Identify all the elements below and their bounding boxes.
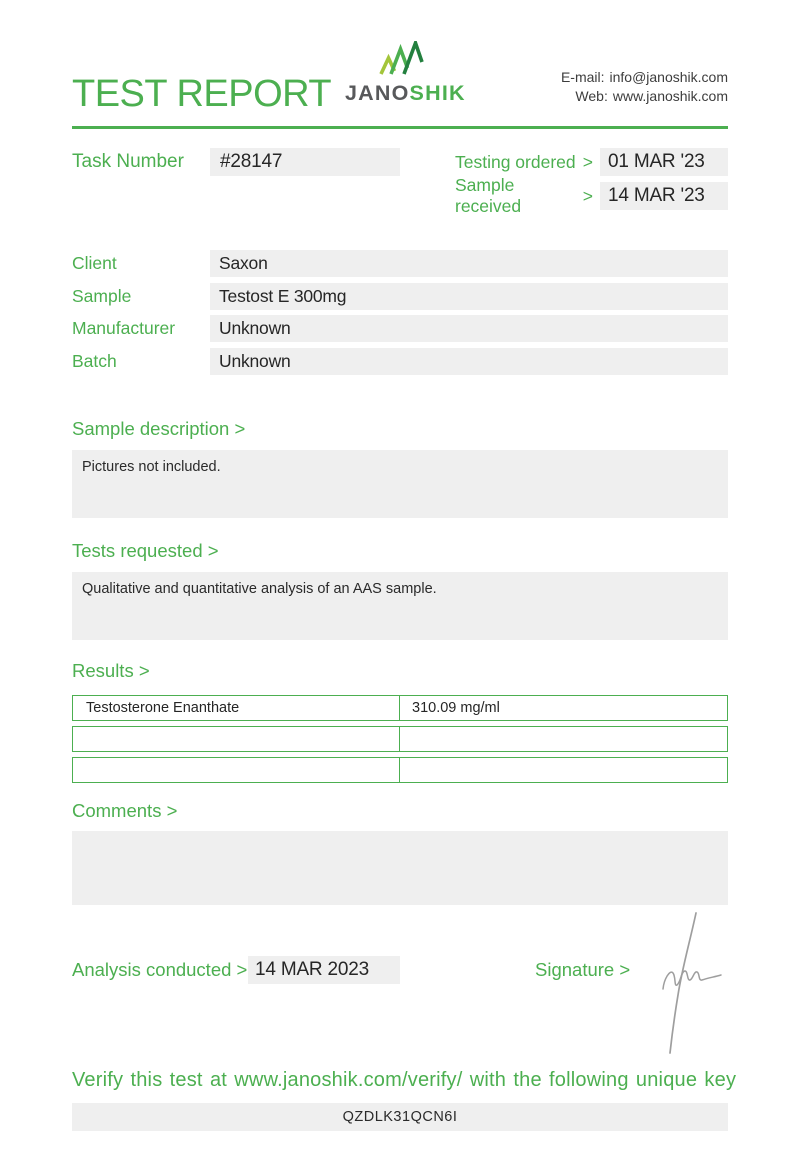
client-value: Saxon xyxy=(210,250,728,277)
header-divider xyxy=(72,126,728,129)
email-label: E-mail: xyxy=(560,69,605,85)
analysis-conducted-value: 14 MAR 2023 xyxy=(248,956,400,984)
task-number-value: #28147 xyxy=(210,148,400,176)
sample-description-heading: Sample description > xyxy=(72,418,246,439)
result-substance: Testosterone Enanthate xyxy=(73,696,400,720)
logo-text-green: SHIK xyxy=(409,81,466,105)
contact-web-line xyxy=(561,87,728,106)
comments-heading: Comments > xyxy=(72,800,178,821)
result-row xyxy=(72,695,728,721)
sample-received-arrow: > xyxy=(582,185,593,206)
sample-received-label xyxy=(455,175,593,216)
handwritten-signature xyxy=(630,903,750,1073)
logo-text-dark: JANO xyxy=(345,81,410,105)
tests-requested-heading: Tests requested > xyxy=(72,540,219,561)
sample-label: Sample xyxy=(72,286,132,306)
rising-peaks-chart-icon xyxy=(377,41,429,77)
result-concentration xyxy=(400,758,727,782)
contact-email-line xyxy=(561,68,728,87)
task-number-label: Task Number xyxy=(72,151,184,172)
sample-received-value: 14 MAR '23 xyxy=(600,182,728,210)
result-concentration: 310.09 mg/ml xyxy=(412,700,500,716)
tests-requested-box: Qualitative and quantitative analysis of an AAS sample. xyxy=(72,572,728,640)
verify-instruction: Verify this test at www.janoshik.com/verify/ with the following unique key xyxy=(72,1069,737,1091)
manufacturer-label: Manufacturer xyxy=(72,318,176,338)
batch-value: Unknown xyxy=(210,348,728,375)
unique-key: QZDLK31QCN6I xyxy=(72,1103,728,1131)
web-value: www.janoshik.com xyxy=(612,88,728,104)
web-label: Web: xyxy=(575,88,608,104)
janoshik-logo xyxy=(345,41,466,106)
comments-box xyxy=(72,831,728,905)
testing-ordered-text: Testing ordered xyxy=(455,151,576,172)
sample-value: Testost E 300mg xyxy=(210,283,728,310)
testing-ordered-arrow: > xyxy=(582,151,593,172)
batch-label: Batch xyxy=(72,351,117,371)
testing-ordered-value: 01 MAR '23 xyxy=(600,148,728,176)
sample-received-text: Sample received xyxy=(455,175,522,216)
email-value: info@janoshik.com xyxy=(609,69,728,85)
manufacturer-value: Unknown xyxy=(210,315,728,342)
client-label: Client xyxy=(72,253,117,273)
result-concentration xyxy=(400,727,727,751)
analysis-conducted-label: Analysis conducted > xyxy=(72,959,248,980)
sample-description-box: Pictures not included. xyxy=(72,450,728,518)
testing-ordered-label xyxy=(455,148,593,176)
results-heading: Results > xyxy=(72,660,150,681)
result-row xyxy=(72,757,728,783)
contact-info xyxy=(561,68,728,106)
signature-label: Signature > xyxy=(535,959,631,980)
result-row xyxy=(72,726,728,752)
logo-wordmark xyxy=(345,81,466,106)
page-title: TEST REPORT xyxy=(72,73,332,115)
result-substance xyxy=(73,758,400,782)
result-substance xyxy=(73,727,400,751)
